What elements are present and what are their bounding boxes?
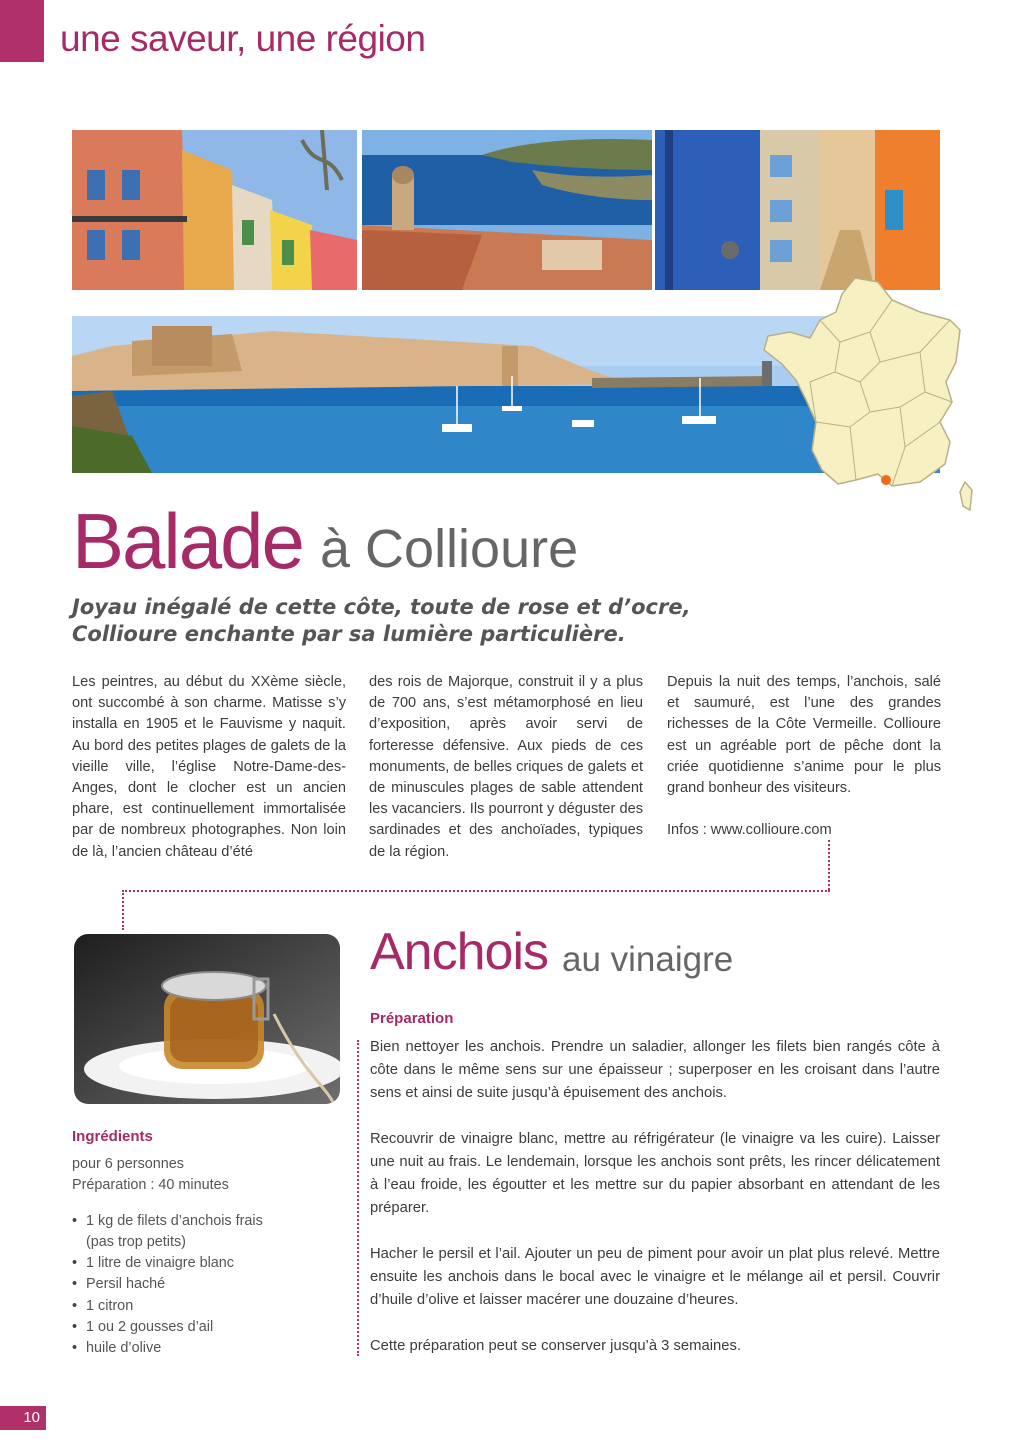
corsica: [960, 482, 972, 510]
ingredient-text: Persil haché: [86, 1276, 166, 1293]
ingredients-list: [72, 1211, 263, 1360]
column-1-text: Les peintres, au début du XXème siècle, ont succombé à son charme. Matisse s’y installa en 1905 et le Fauvisme y naquit. Au bord des petites plages de galets de la vieille ville, l’église Notre-Dame-des-Anges, dont le clocher est un ancien phare, est continuellement immortalisée par de nombreux photographes. Non loin de là, l’ancien château d’été: [72, 674, 346, 860]
recipe-step: Hacher le persil et l’ail. Ajouter un peu de piment pour avoir un plat plus relevé. Mettre ensuite les anchois dans le bocal avec le vinaigre et le mélange ail et persil. Couvrir d’huile d’olive et laisser macérer une douzaine d’heures.: [370, 1246, 940, 1308]
recipe-step: Cette préparation peut se conserver jusqu’à 3 semaines.: [370, 1338, 741, 1354]
dotted-connector-vertical-left: [122, 890, 124, 930]
page-number: 10: [0, 1406, 46, 1430]
dotted-connector-recipe: [357, 1040, 359, 1356]
infos-link[interactable]: Infos : www.collioure.com: [667, 822, 832, 839]
list-item: [72, 1211, 263, 1254]
column-2-text: des rois de Majorque, construit il y a plus de 700 ans, s’est métamorphosé en lieu d’exposition, après avoir servi de forteresse défensive. Aux pieds de ces monuments, de belles criques de galets et de minuscules plages de sable attendent les vacanciers. Ils pourront y déguster des sardinades et des anchoïades, typiques de la région.: [369, 674, 643, 860]
list-item: [72, 1274, 263, 1295]
france-map: [760, 272, 980, 517]
recipe-subtitle: au vinaigre: [562, 940, 734, 979]
dotted-connector-vertical-right: [828, 840, 830, 890]
preparation-heading: Préparation: [370, 1010, 454, 1027]
ingredient-note: (pas trop petits): [86, 1233, 186, 1250]
ingredient-text: 1 litre de vinaigre blanc: [86, 1255, 234, 1272]
recipe-step: Recouvrir de vinaigre blanc, mettre au réfrigérateur (le vinaigre va les cuire). Laisser une nuit au frais. Le lendemain, lorsque les anchois sont prêts, les rincer délicatement à l’eau froide, les égoutter et les mettre sur du papier absorbant en attendant de les préparer.: [370, 1131, 940, 1216]
section-header: une saveur, une région: [60, 18, 426, 59]
servings: pour 6 personnes: [72, 1156, 185, 1172]
recipe-title: Anchois: [370, 923, 548, 981]
collioure-location-marker: [881, 475, 891, 485]
article-column-1: [72, 672, 346, 863]
article-subtitle: à Collioure: [320, 519, 579, 579]
prep-time: Préparation : 40 minutes: [72, 1177, 229, 1194]
photo-blue-door-street: [655, 130, 940, 290]
list-item: [72, 1296, 263, 1317]
ingredient-text: 1 kg de filets d’anchois frais: [86, 1212, 263, 1229]
photo-collioure-bay: [362, 130, 652, 290]
dotted-connector-horizontal: [122, 890, 830, 892]
list-item: [72, 1253, 263, 1274]
ingredients-heading: Ingrédients: [72, 1128, 153, 1145]
photo-anchovy-jar: [74, 934, 340, 1104]
article-column-2: [369, 672, 643, 863]
article-column-3: [667, 672, 941, 841]
column-3-text: Depuis la nuit des temps, l’anchois, salé et saumuré, est l’une des grandes richesses de la Côte Vermeille. Collioure est un agréable port de pêche dont la criée quotidienne s’anime pour le plus grand bonheur des visiteurs.: [667, 674, 941, 797]
article-title: Balade: [72, 497, 303, 585]
ingredient-text: 1 citron: [86, 1297, 134, 1314]
list-item: [72, 1338, 263, 1359]
ingredients-block: [72, 1154, 263, 1360]
header-color-tab: [0, 0, 44, 62]
list-item: [72, 1317, 263, 1338]
ingredient-text: huile d’olive: [86, 1340, 162, 1357]
ingredient-text: 1 ou 2 gousses d’ail: [86, 1319, 214, 1336]
photo-colorful-houses: [72, 130, 357, 290]
recipe-steps: [370, 1036, 940, 1381]
recipe-step: Bien nettoyer les anchois. Prendre un saladier, allonger les filets bien rangés côte à côte dans le même sens sur une épaisseur ; superposer en les croisant dans l’autre sens et ainsi de suite jusqu’à épuisement des anchois.: [370, 1039, 940, 1101]
article-lead: Joyau inégalé de cette côte, toute de rose et d’ocre, Collioure enchante par sa lumière particulière.: [72, 595, 691, 646]
